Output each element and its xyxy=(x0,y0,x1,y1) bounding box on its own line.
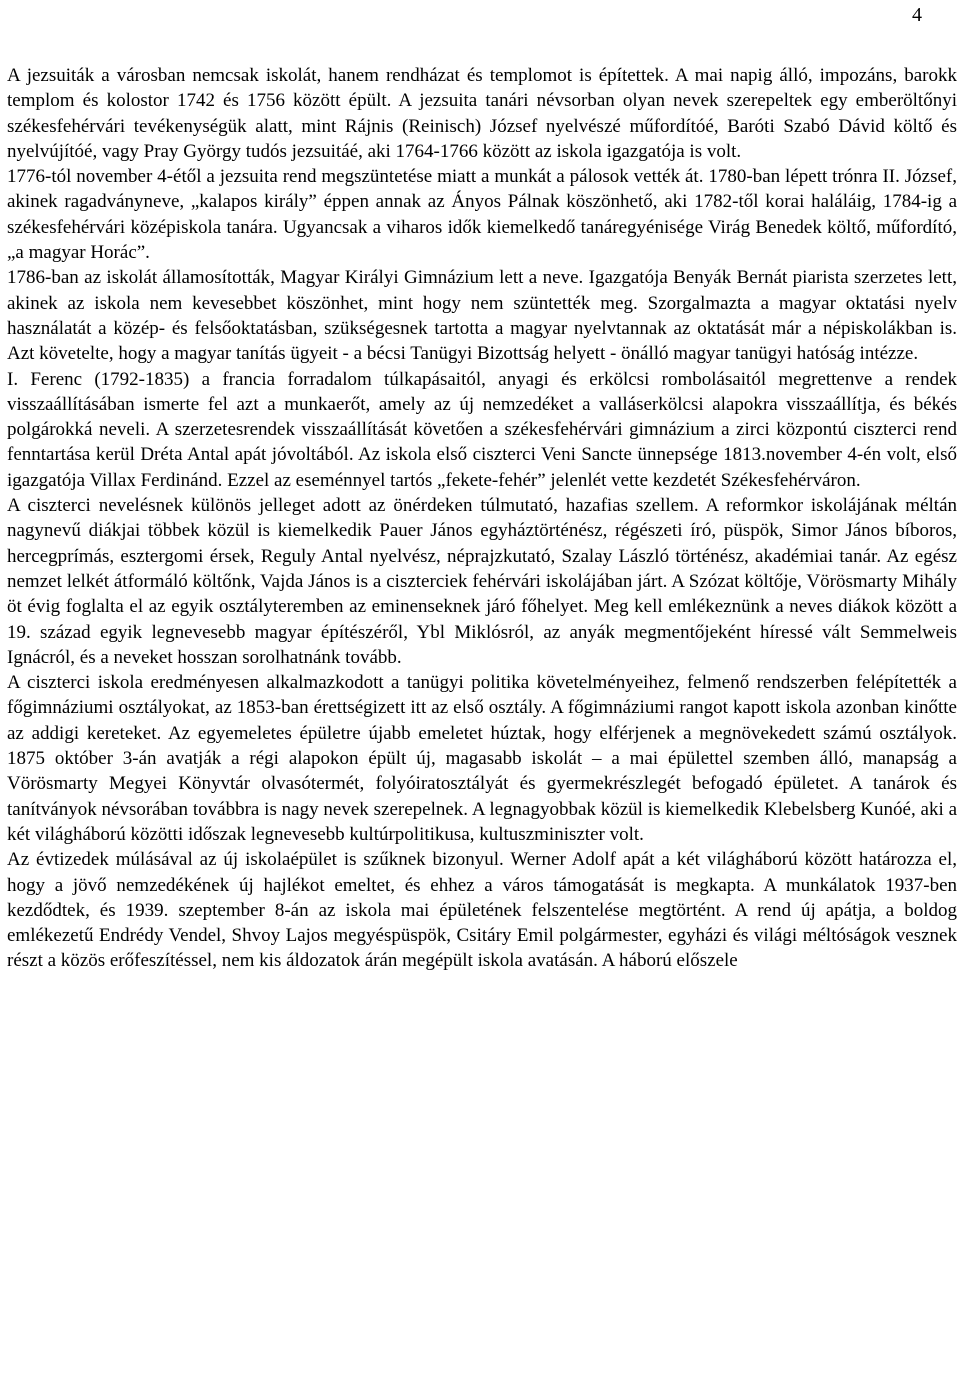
paragraph-cistercians: I. Ferenc (1792-1835) a francia forradalom túlkapásaitól, anyagi és erkölcsi rombolásaitól megrettenve a rendek visszaállításában ismerte fel azt a munkaerőt, amely az új nemzedéket a valláserkölcsi alapokra visszaállítja, és békés polgárokká neveli. A szerzetesrendek visszaállítását követően a székesfehérvári gimnázium a zirci központú ciszterci rend fenntartása kerül Dréta Antal apát jóvoltából. Az iskola első ciszterci Veni Sancte ünnepsége 1813.november 4-én volt, első igazgatója Villax Ferdinánd. Ezzel az eseménnyel tartós „fekete-fehér” jelenlét vette kezdetét Székesfehérváron. xyxy=(7,368,957,491)
paragraph-paulines: 1776-tól november 4-étől a jezsuita rend megszüntetése miatt a munkát a pálosok vették át. 1780-ban lépett trónra II. József, akinek ragadványneve, „kalapos király” éppen annak az Ányos Pálnak köszönhető, aki 1782-től korai haláláig, 1784-ig a székesfehérvári középiskola tanára. Ugyancsak a viharos idők kiemelkedő tanáregyénisége Virág Benedek költő, műfordító, „a magyar Horác”. xyxy=(7,166,957,264)
paragraph-royal-gymnasium: 1786-ban az iskolát államosították, Magyar Királyi Gimnázium lett a neve. Igazgatója Benyák Bernát piarista szerzetes lett, akinek az iskola nem kevesebbet köszönhet, mint hogy nem szüntették meg. Szorgalmazta a magyar oktatási nyelv használatát a közép- és felsőoktatásban, szükségesnek tartotta a magyar nyelvtannak az oktatását már a népiskolákban is. Azt követelte, hogy a magyar tanítás ügyeit - a bécsi Tanügyi Bizottság helyett - önálló magyar tanügyi hatóság intézze. xyxy=(7,267,957,365)
document-body xyxy=(7,63,957,974)
page-number: 4 xyxy=(912,4,922,26)
paragraph-new-building-1875: A ciszterci iskola eredményesen alkalmazkodott a tanügyi politika követelményeihez, felmenő rendszerben felépítették a főgimnáziumi osztályokat, az 1853-ban érettségizett itt az első osztály. A főgimnáziumi rangot kapott iskola azonban kinőtte az addigi kereteket. Az egyemeletes épületre újabb emeletet húztak, hogy elférjenek a megnövekedett számú osztályok. 1875 október 3-án avatják a régi alapokon épült új, magasabb iskolát – a mai épülettel szemben álló, manapság a Vörösmarty Megyei Könyvtár olvasótermét, folyóiratosztályát és gyermekrészlegét befogadó épületet. A tanárok és tanítványok névsorában továbbra is nagy nevek szerepelnek. A legnagyobbak közül is kiemelkedik Klebelsberg Kunóé, aki a két világháború közötti időszak legnevesebb kultúrpolitikusa, kultuszminiszter volt. xyxy=(7,672,957,845)
paragraph-notable-students: A ciszterci nevelésnek különös jelleget adott az önérdeken túlmutató, hazafias szellem. A reformkor iskolájának méltán nagynevű diákjai többek közül is kiemelkedik Pauer János egyháztörténész, régészeti író, püspök, Simor János bíboros, hercegprímás, esztergomi érsek, Reguly Antal nyelvész, néprajzkutató, Szalay László történész, akadémiai tanár. Az egész nemzet lelkét átformáló költőnk, Vajda János is a ciszterciek fehérvári iskolájában járt. A Szózat költője, Vörösmarty Mihály öt évig foglalta el az egyik osztályteremben az eminenseknek járó főhelyet. Meg kell emlékeznünk a neves diákok között a 19. század egyik legnevesebb magyar építészéről, Ybl Miklósról, az anyák megmentőjeként híressé vált Semmelweis Ignácról, és a neveket hosszan sorolhatnánk tovább. xyxy=(7,495,957,668)
paragraph-jesuits: A jezsuiták a városban nemcsak iskolát, hanem rendházat és templomot is építettek. A mai napig álló, impozáns, barokk templom és kolostor 1742 és 1756 között épült. A jezsuita tanári névsorban olyan nevek szerepeltek egy emberöltőnyi székesfehérvári tevékenységük alatt, mint Rájnis (Reinisch) József nyelvészé műfordítóé, Baróti Szabó Dávid költő és nyelvújítóé, vagy Pray György tudós jezsuitáé, aki 1764-1766 között az iskola igazgatója is volt. xyxy=(7,65,957,162)
paragraph-new-building-1939: Az évtizedek múlásával az új iskolaépület is szűknek bizonyul. Werner Adolf apát a két világháború között határozza el, hogy a jövő nemzedékének új hajlékot emeltet, és ehhez a város támogatását is megkapta. A munkálatok 1937-ben kezdődtek, és 1939. szeptember 8-án az iskola mai épületének felszentelése megtörtént. A rend új apátja, a boldog emlékezetű Endrédy Vendel, Shvoy Lajos megyéspüspök, Csitáry Emil polgármester, egyházi és világi méltóságok vesznek részt a közös erőfeszítéssel, nem kis áldozatok árán megépült iskola avatásán. A háború előszele xyxy=(7,849,957,972)
